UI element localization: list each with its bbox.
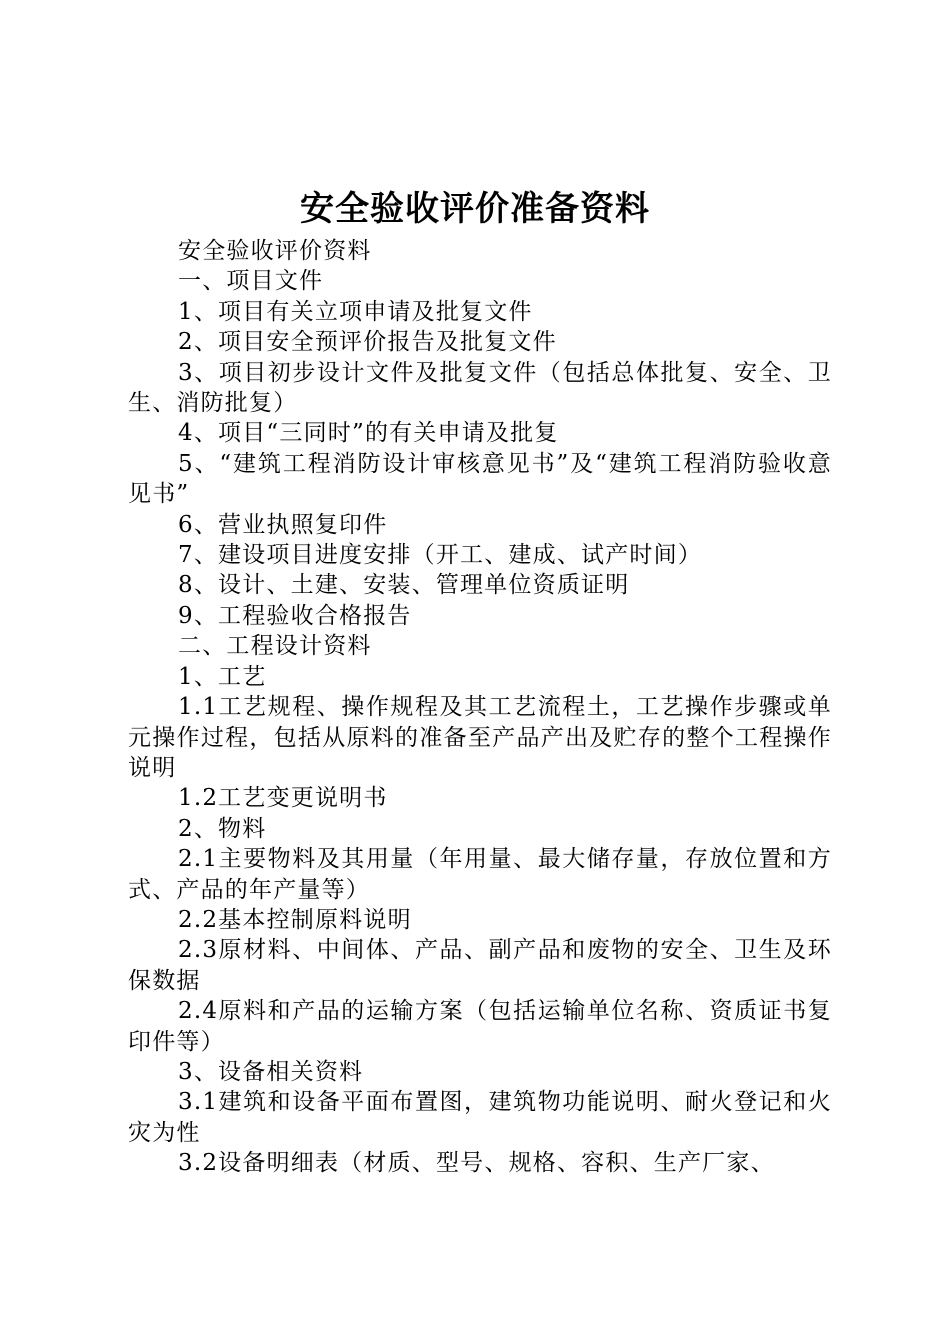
section-heading: 一、项目文件 [178,268,324,295]
list-item: 2.1主要物料及其用量（年用量、最大储存量，存放位置和方式、产品的年产量等） [128,846,832,903]
list-item: 4、项目“三同时”的有关申请及批复 [178,420,559,447]
subsection-heading: 2、物料 [178,815,267,842]
list-item: 2.4原料和产品的运输方案（包括运输单位名称、资质证书复印件等） [128,998,832,1055]
list-item: 8、设计、土建、安装、管理单位资质证明 [178,572,630,599]
list-item: 7、建设项目进度安排（开工、建成、试产时间） [178,542,703,569]
list-item: 1、项目有关立项申请及批复文件 [178,298,533,325]
list-item: 1.1工艺规程、操作规程及其工艺流程土，工艺操作步骤或单元操作过程，包括从原料的准备至产品产出及贮存的整个工程操作说明 [128,694,832,781]
list-item: 2、项目安全预评价报告及批复文件 [178,329,557,356]
list-item: 3、项目初步设计文件及批复文件（包括总体批复、安全、卫生、消防批复） [128,359,832,417]
list-item: 2.3原材料、中间体、产品、副产品和废物的安全、卫生及环保数据 [128,937,832,994]
list-item: 3.2设备明细表（材质、型号、规格、容积、生产厂家、 [178,1150,775,1177]
subsection-heading: 1、工艺 [178,663,267,690]
list-item: 1.2工艺变更说明书 [178,785,388,812]
document-body [128,236,832,1179]
list-item: 2.2基本控制原料说明 [178,906,412,933]
paragraph: 安全验收评价资料 [178,238,372,264]
section-heading: 二、工程设计资料 [178,633,372,660]
list-item: 5、“建筑工程消防设计审核意见书”及“建筑工程消防验收意见书” [128,450,832,508]
subsection-heading: 3、设备相关资料 [178,1058,364,1085]
list-item: 3.1建筑和设备平面布置图，建筑物功能说明、耐火登记和火灾为性 [128,1089,832,1146]
list-item: 6、营业执照复印件 [178,511,388,538]
list-item: 9、工程验收合格报告 [178,602,412,629]
document-title: 安全验收评价准备资料 [300,189,650,229]
